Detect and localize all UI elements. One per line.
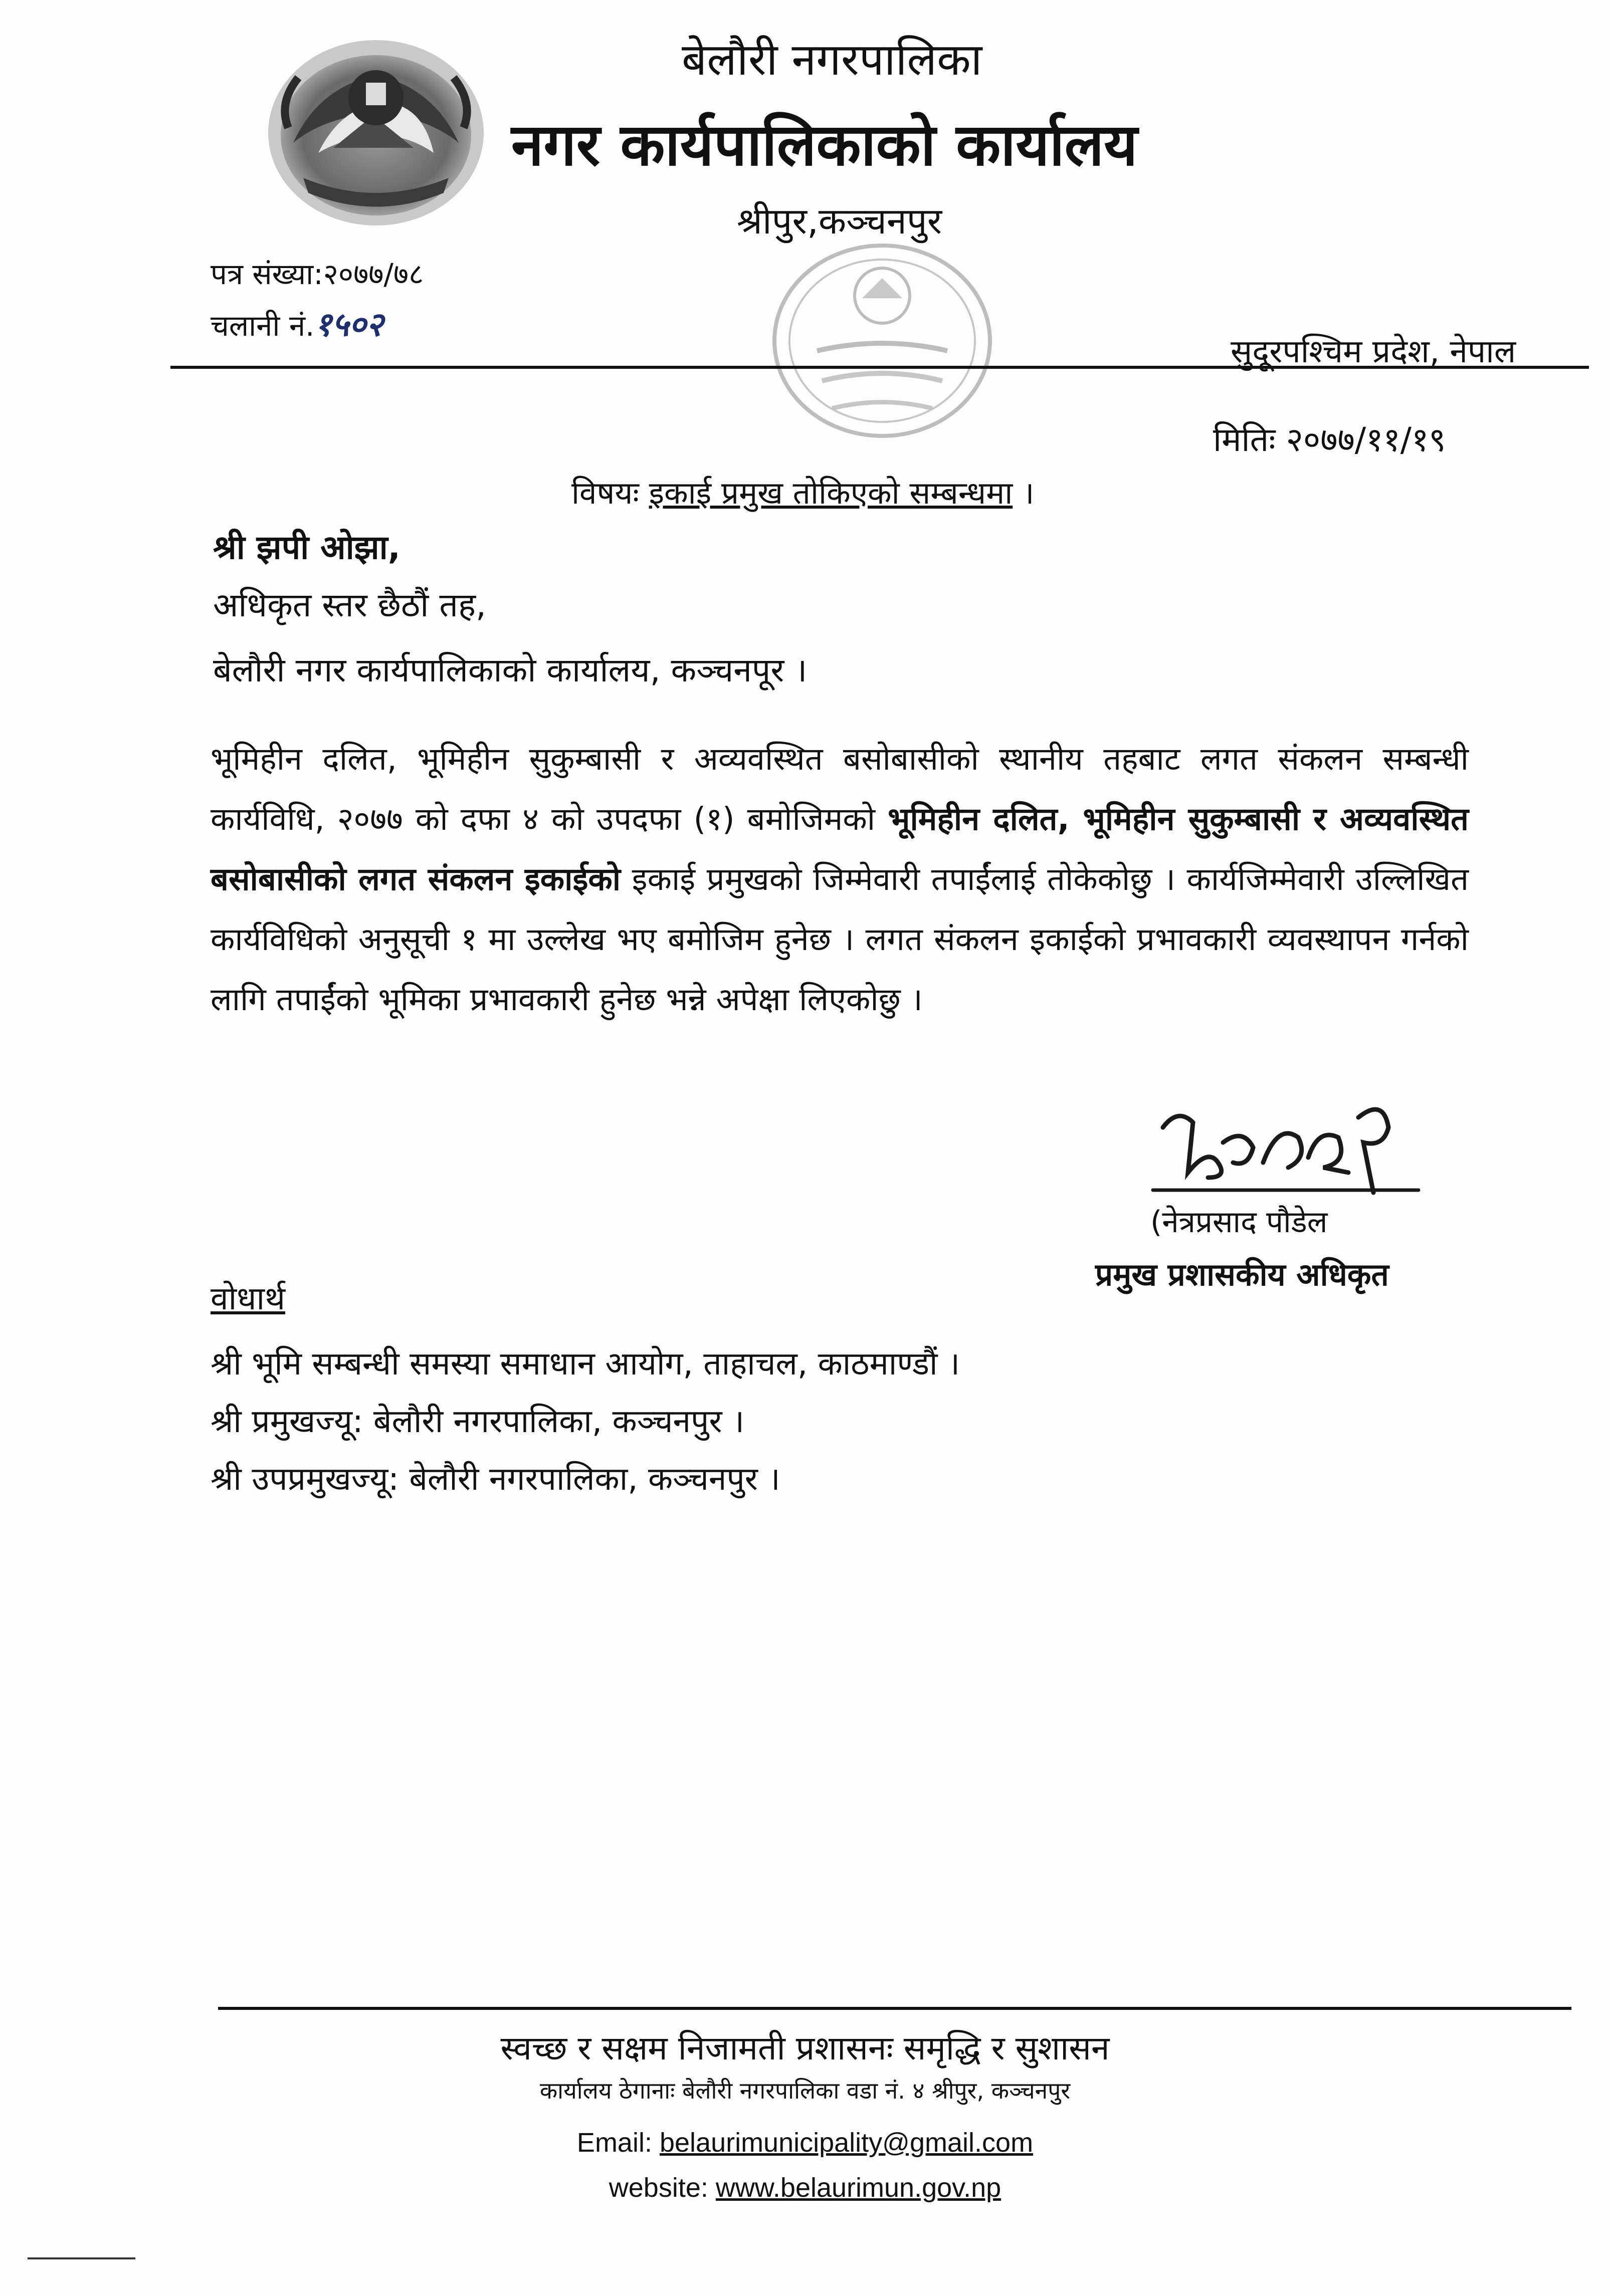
nepal-emblem-icon — [258, 28, 494, 233]
dispatch-number-label: चलानी नं. — [211, 309, 315, 343]
addressee-rank: अधिकृत स्तर छैठौं तह, — [213, 586, 486, 624]
website-label: website: — [609, 2173, 708, 2203]
letter-number-label: पत्र संख्या: — [211, 257, 323, 291]
email-label: Email: — [576, 2128, 652, 2158]
subject-line — [571, 471, 1034, 513]
office-address: श्रीपुर,कञ्चनपुर — [737, 200, 942, 242]
addressee-name: श्री झपी ओझा, — [213, 528, 400, 567]
date-value: २०७७/११/१९ — [1286, 420, 1446, 459]
cc-item: श्री भूमि सम्बन्धी समस्या समाधान आयोग, ताहाचल, काठमाण्डौं । — [211, 1345, 960, 1383]
signature — [1148, 1087, 1429, 1208]
dispatch-number-value: १५०२ — [314, 305, 383, 344]
footer-motto: स्वच्छ र सक्षम निजामती प्रशासनः समृद्धि र सुशासन — [500, 2029, 1110, 2068]
footer-email — [0, 2127, 1610, 2158]
dispatch-number — [211, 301, 383, 346]
municipality-name: बेलौरी नगरपालिका — [682, 34, 982, 85]
footer-address: कार्यालय ठेगानाः बेलौरी नगरपालिका वडा नं. ४ श्रीपुर, कञ्चनपुर — [539, 2077, 1071, 2104]
signatory-name: (नेत्रप्रसाद पौडेल — [1150, 1205, 1328, 1240]
signatory-title: प्रमुख प्रशासकीय अधिकृत — [1095, 1256, 1389, 1293]
office-stamp — [762, 236, 1002, 446]
footer-divider — [218, 2007, 1571, 2010]
subject-label: विषयः — [571, 475, 639, 511]
body-part-1: भूमिहीन दलित, भूमिहीन सुकुम्बासी र अव्यवस्थित बसोबासीको स्थानीय तहबाट लगत संकलन सम्बन्धी कार्यविधि, २०७७ को दफा ४ को उपदफा (१) बमोजिमको — [211, 741, 1469, 837]
province-label: सुदूरपश्चिम प्रदेश, नेपाल — [1231, 333, 1516, 370]
subject-end: । — [1022, 475, 1035, 511]
body-part-3: इकाई प्रमुखको जिम्मेवारी तपाईंलाई तोकेकोछु । कार्यजिम्मेवारी उल्लिखित कार्यविधिको अनुसूची १ मा उल्लेख भए बमोजिम हुनेछ । लगत संकलन इकाईको प्रभावकारी व्यवस्थापन गर्नको लागि तपाईंको भूमिका प्रभावकारी हुनेछ भन्ने अपेक्षा लिएकोछु । — [211, 861, 1469, 1018]
letter-number-value: २०७७/७८ — [323, 257, 424, 291]
header-divider — [170, 366, 1589, 369]
body-part-2-bold: भूमिहीन दलित, भूमिहीन सुकुम्बासी र अव्यवस्थित बसोबासीको लगत संकलन इकाईको — [211, 801, 1469, 897]
cc-heading: वोधार्थ — [211, 1280, 285, 1317]
letter-date — [1213, 416, 1446, 461]
office-name: नगर कार्यपालिकाको कार्यालय — [511, 111, 1138, 179]
date-label: मितिः — [1213, 420, 1276, 459]
website-link[interactable]: www.belaurimun.gov.np — [715, 2173, 1001, 2203]
letter-body — [211, 729, 1469, 1030]
subject-text: इकाई प्रमुख तोकिएको सम्बन्धमा — [649, 475, 1013, 511]
cc-item: श्री प्रमुखज्यू: बेलौरी नगरपालिका, कञ्चनपुर । — [211, 1403, 745, 1440]
email-link[interactable]: belaurimunicipality@gmail.com — [659, 2128, 1034, 2158]
corner-mark — [28, 2257, 135, 2259]
cc-item: श्री उपप्रमुखज्यू: बेलौरी नगरपालिका, कञ्चनपुर । — [211, 1461, 780, 1498]
footer-website — [0, 2172, 1610, 2203]
addressee-office: बेलौरी नगर कार्यपालिकाको कार्यालय, कञ्चनपूर । — [213, 651, 808, 690]
letter-number — [211, 253, 424, 293]
